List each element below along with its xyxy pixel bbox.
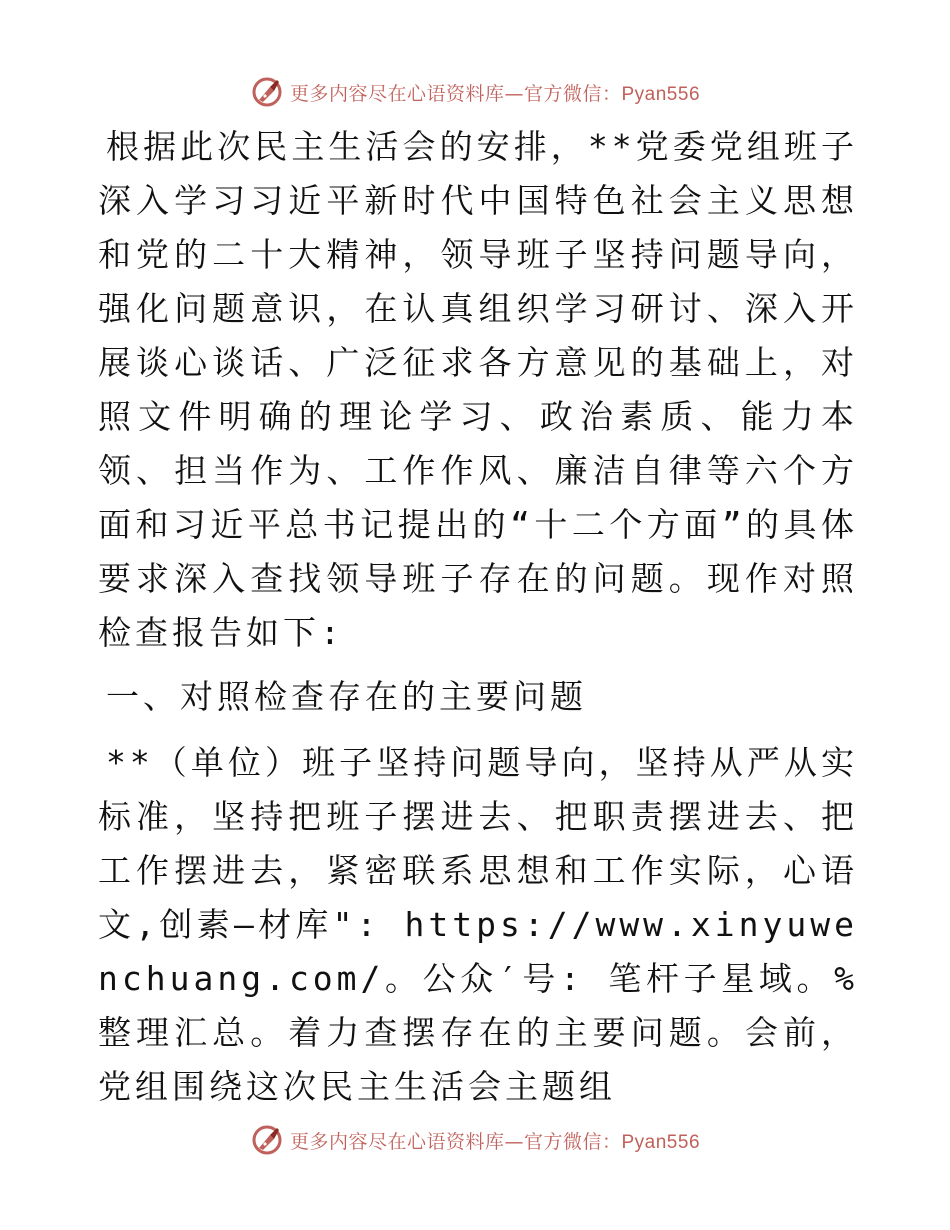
pen-nib-logo-icon xyxy=(250,75,284,109)
section-heading: 一、对照检查存在的主要问题 xyxy=(106,677,587,716)
watermark-text xyxy=(290,79,700,106)
document-body xyxy=(98,120,858,1114)
pen-nib-logo-icon xyxy=(250,1123,284,1157)
watermark-footer xyxy=(0,1120,950,1160)
paragraph-intro: 根据此次民主生活会的安排，**党委党组班子深入学习习近平新时代中国特色社会主义思想和党的二十大精神，领导班子坚持问题导向，强化问题意识，在认真组织学习研讨、深入开展谈心谈话、广泛征求各方意见的基础上，对照文件明确的理论学习、政治素质、能力本领、担当作为、工作作风、廉洁自律等六个方面和习近平总书记提出的“十二个方面”的具体要求深入查找领导班子存在的问题。现作对照检查报告如下: xyxy=(98,127,858,652)
watermark-contact: 官方微信：Pyan556 xyxy=(524,83,701,105)
watermark-header xyxy=(0,72,950,112)
watermark-dash: — xyxy=(504,1130,524,1153)
watermark-text xyxy=(290,1127,700,1154)
watermark-contact: 官方微信：Pyan556 xyxy=(524,1131,701,1153)
paragraph-problems: **（单位）班子坚持问题导向，坚持从严从实标准，坚持把班子摆进去、把职责摆进去、把工作摆进去，紧密联系思想和工作实际，心语文,创素—材库": https://www.xinyuwenchuang.com/。公众′号: 笔杆子星域。%整理汇总。着力查摆存在的主要问题。会前，党组围绕这次民主生活会主题组 xyxy=(98,743,858,1106)
watermark-dash: — xyxy=(504,82,524,105)
watermark-main: 更多内容尽在心语资料库 xyxy=(289,1130,505,1153)
watermark-main: 更多内容尽在心语资料库 xyxy=(289,82,505,105)
